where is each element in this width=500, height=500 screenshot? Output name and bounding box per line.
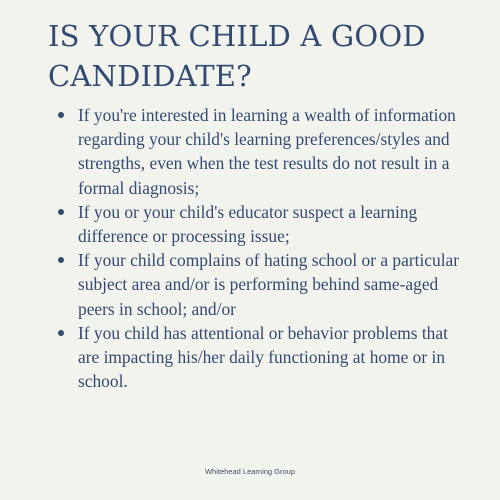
bullet-dot-icon [58,257,64,263]
bullet-text: If you child has attentional or behavior problems that are impacting his/her daily functioning at home or in school. [78,322,448,392]
title-line-2: CANDIDATE? [48,59,252,93]
bullet-dot-icon [58,209,64,215]
bullet-dot-icon [58,330,64,336]
bullet-item [50,200,460,248]
bullet-item [50,321,460,394]
bullet-text: If your child complains of hating school or a particular subject area and/or is performing behind same-aged peers in school; and/or [78,250,460,319]
page-title [48,16,478,96]
bullet-text: If you're interested in learning a wealth of information regarding your child's learning preferences/styles and strengths, even when the test results do not result in a formal diagnosis; [78,105,456,198]
title-line-1: IS YOUR CHILD A GOOD [48,19,426,53]
bullet-list [50,103,460,393]
bullet-dot-icon [58,112,64,118]
footer-brand: Whitehead Learning Group [204,467,296,476]
bullet-item [50,248,460,321]
bullet-item [50,103,460,200]
bullet-text: If you or your child's educator suspect a learning difference or processing issue; [78,201,418,247]
